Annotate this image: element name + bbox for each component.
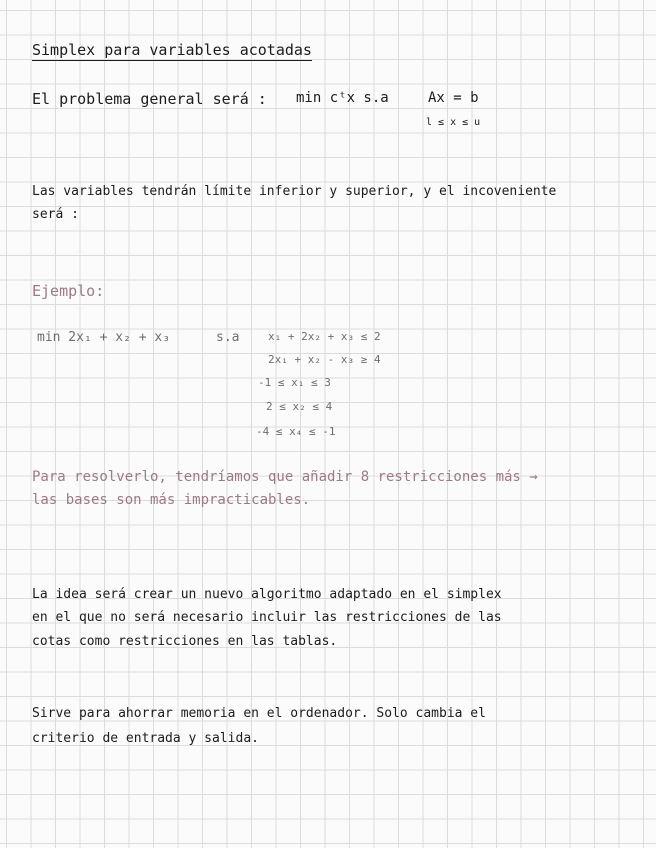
page-title: Simplex para variables acotadas (32, 41, 312, 59)
example-subject-to: s.a (216, 330, 240, 345)
example-constraint-3: -1 ≤ x₁ ≤ 3 (258, 376, 331, 389)
paragraph-1-line-1: Las variables tendrán límite inferior y superior, y el incoveniente (32, 184, 557, 199)
paragraph-2-line-2: en el que no será necesario incluir las restricciones de las (32, 610, 502, 625)
example-constraint-5: -4 ≤ x₄ ≤ -1 (256, 425, 336, 438)
paragraph-3-line-2: criterio de entrada y salida. (32, 731, 259, 746)
paragraph-1-line-2: será : (32, 207, 79, 222)
general-constraint-eq: Ax = b (428, 90, 479, 106)
example-note-line-2: las bases son más impracticables. (32, 492, 311, 508)
paragraph-2-line-3: cotas como restricciones en las tablas. (32, 634, 338, 649)
paragraph-3-line-1: Sirve para ahorrar memoria en el ordenador. Solo cambia el (32, 706, 486, 721)
general-constraint-bounds: l ≤ x ≤ u (426, 117, 481, 128)
example-constraint-1: x₁ + 2x₂ + x₃ ≤ 2 (268, 330, 381, 343)
example-heading: Ejemplo: (32, 282, 105, 300)
paragraph-2-line-1: La idea será crear un nuevo algoritmo adaptado en el simplex (32, 587, 502, 602)
example-constraint-2: 2x₁ + x₂ - x₃ ≥ 4 (268, 353, 381, 366)
example-constraint-4: 2 ≤ x₂ ≤ 4 (266, 400, 333, 413)
example-objective: min 2x₁ + x₂ + x₃ (37, 330, 171, 345)
general-objective: min cᵗx s.a (296, 90, 389, 106)
example-note-line-1: Para resolverlo, tendríamos que añadir 8 restricciones más → (32, 469, 538, 485)
general-problem-intro: El problema general será : (32, 90, 267, 108)
